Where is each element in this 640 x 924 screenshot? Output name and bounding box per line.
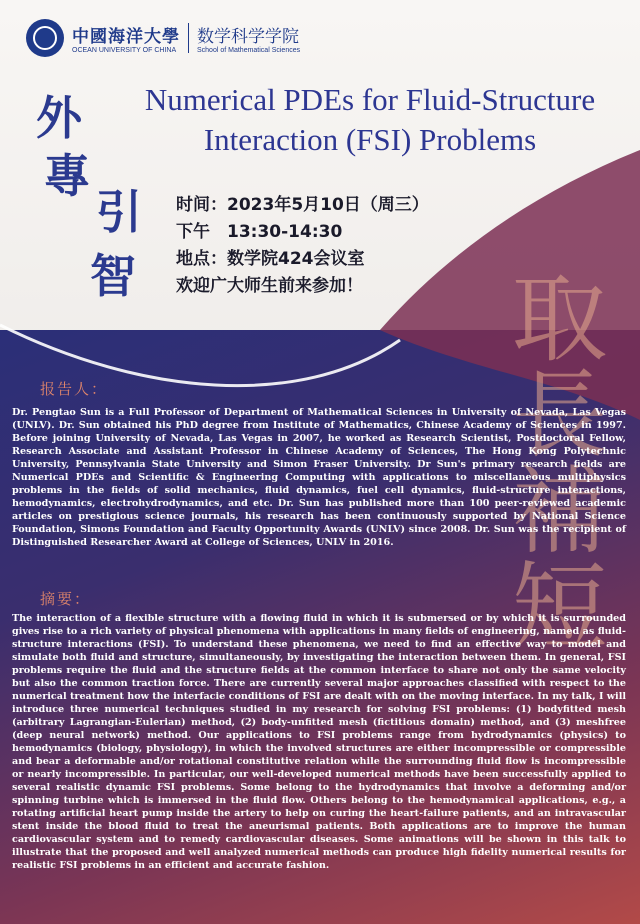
abstract-label: 摘要： — [40, 590, 92, 608]
speaker-label: 报告人： — [40, 380, 109, 398]
title-line-2: Interaction (FSI) Problems — [203, 122, 537, 157]
calligraphy-char-3: 引 — [96, 185, 142, 239]
event-info — [176, 192, 429, 300]
header — [26, 18, 300, 58]
calligraphy-char-4: 智 — [90, 249, 136, 303]
talk-title — [110, 80, 630, 160]
university-name-cn: 中國海洋大學 — [72, 27, 180, 47]
event-period: 下午 13:30-14:30 — [176, 222, 343, 242]
calligraphy-char-2: 專 — [44, 149, 90, 203]
event-place: 地点：数学院424会议室 — [176, 249, 365, 269]
school-name-en: School of Mathematical Sciences — [197, 47, 301, 54]
school-name-cn: 数学科学学院 — [197, 27, 299, 47]
university-name-en: OCEAN UNIVERSITY OF CHINA — [72, 47, 177, 54]
calligraphy-char-1: 外 — [36, 91, 82, 145]
background-calligraphy: 取長補短 — [496, 268, 608, 652]
university-logo-icon — [26, 19, 64, 57]
school-name — [197, 22, 300, 54]
event-time: 时间：2023年5月10日（周三） — [176, 195, 429, 215]
header-divider — [188, 23, 189, 53]
speaker-bio: Dr. Pengtao Sun is a Full Professor of Department of Mathematical Sciences in University of Nevada, Las Vegas (UNLV). Dr. Sun obtained his PhD degree from Institute of Mathematics, Chinese Academy of Sciences in 1997. Before joining University of Nevada, Las Vegas in 2007, he worked as Research Scientist, Postdoctoral Fellow, Research Associate and Assistant Professor in Chinese Academy of Sciences, The Hong Kong Polytechnic University, Pennsylvania State University and Simon Fraser University. Dr Sun's primary research fields are Numerical PDEs and Scientific & Engineering Computing with applications to miscellaneous multiphysics problems in the fields of solid mechanics, fluid dynamics, fuel cell dynamics, fluid-structure interactions, hemodynamics, electrohydrodynamics, and etc. Dr. Sun has published more than 100 peer-reviewed academic articles on prestigious science journals, his research has been continuously supported by National Science Foundation, Simons Foundation and Faculty Opportunity Awards (UNLV) since 2008. Dr. Sun was the recipient of Distinguished Researcher Award at College of Sciences, UNLV in 2016. — [12, 407, 626, 548]
university-name — [72, 22, 180, 54]
event-welcome: 欢迎广大师生前来参加！ — [176, 276, 363, 296]
abstract-text: The interaction of a flexible structure with a flowing fluid in which it is submersed or by which it is surrounded gives rise to a rich variety of physical phenomena with applications in many fields of engineering, named as fluid-structure interactions (FSI). To understand these phenomena, we need to find an effective way to model and simulate both fluid and structure, simultaneously, by investigating the interaction between them. In general, FSI problems require the fluid and the structure fields at the common interface to share not only the same velocity but also the common traction force. There are currently several major approaches classified with respect to the numerical treatment how the interfacie conditions of FSI are dealt with on the moving interface. In my talk, I will introduce three numerical techniques studied in my research for solving FSI problems: (1) bodyfitted mesh (arbitrary Lagrangian-Eulerian) method, (2) body-unfitted mesh (fictitious domain) method, and (3) meshfree (deep neural network) method. Our applications to FSI problems range from hydrodynamics (physics) to hemodynamics (biology, physiology), in which the involved structures are either incompressible or compressible and bear a deformable and/or rotational constitutive relation while the surrounding fluid flow is incompressible or nearly incompressible. In particular, our well-developed numerical methods have been successfully applied to several realistic dynamic FSI problems. Some belong to the hydrodynamics that involve a deforming and/or spinning turbine which is immersed in the fluid flow. Others belong to the hemodynamical applications, e.g., a rotating artificial heart pump inside the artery to help on curing the heart-failure patients, and an intravascular stent inside the blood fluid to treat the aneurismal patients. Both applications are to improve the human cardiovascular system and to remedy cardiovascular diseases. Some animations will be shown in this talk to illustrate that the proposed and well analyzed numerical methods can produce high fidelity numerical results for realistic FSI problems in an efficient and accurate fashion. — [12, 613, 626, 871]
title-line-1: Numerical PDEs for Fluid-Structure — [144, 82, 596, 117]
